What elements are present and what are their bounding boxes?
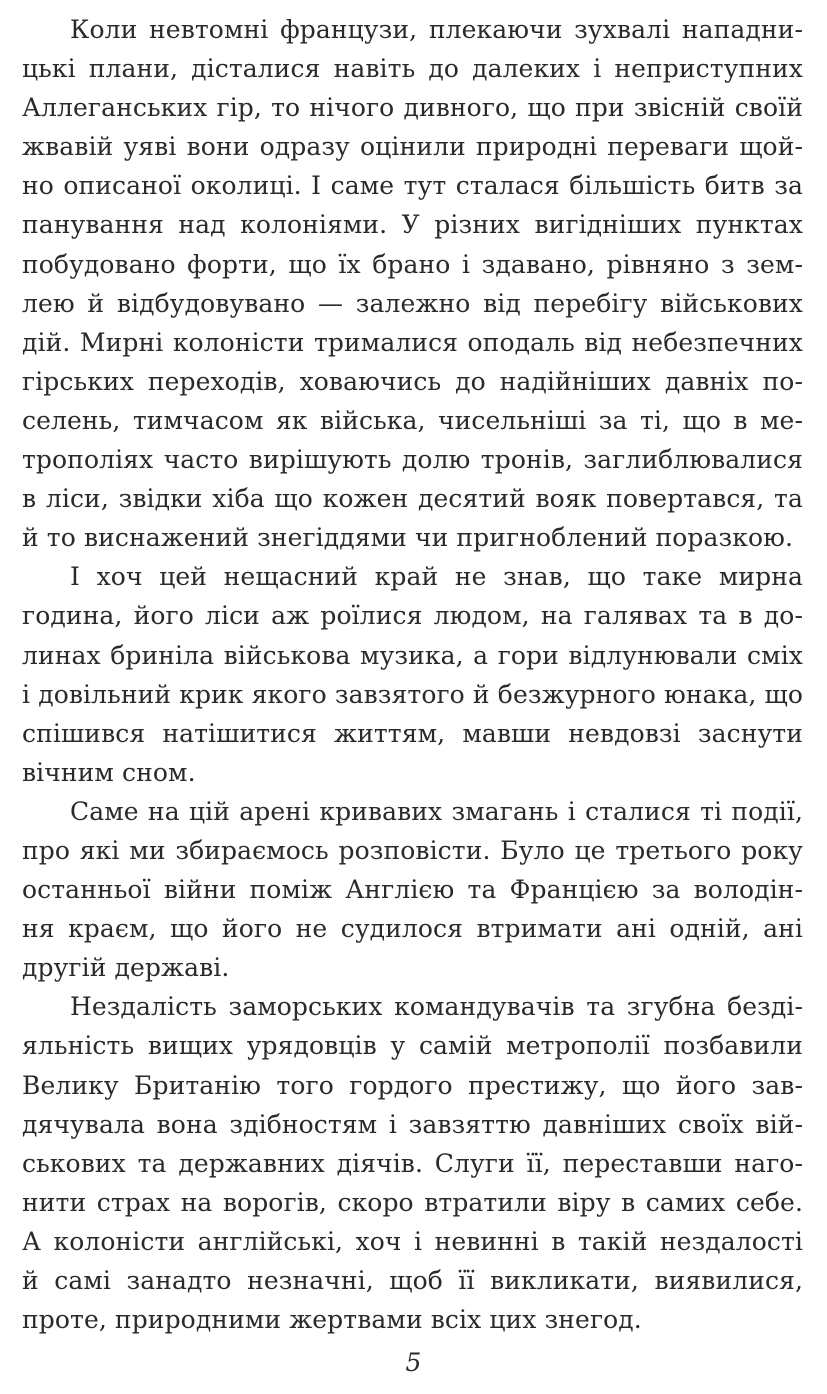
paragraph-1-line: побудовано форти, що їх брано і здавано, рівняно з зем- bbox=[22, 249, 803, 279]
paragraph-2-line: линах бриніла військова музика, а гори відлунювали сміх bbox=[22, 640, 803, 670]
paragraph-3-line: останньої війни поміж Англією та Францією за володін- bbox=[22, 875, 803, 905]
paragraph-1-line: панування над колоніями. У різних вигідніших пунктах bbox=[22, 210, 803, 240]
paragraph-3-line: Саме на цій арені кривавих змагань і сталися ті події, bbox=[70, 796, 803, 826]
paragraph-1-line: жвавій уяві вони одразу оцінили природні переваги щой- bbox=[22, 132, 803, 162]
paragraph-4-line: Велику Британію того гордого престижу, що його зав- bbox=[22, 1070, 803, 1100]
paragraph-1-line: в ліси, звідки хіба що кожен десятий вояк повертався, та bbox=[22, 484, 803, 514]
body-text bbox=[22, 10, 803, 1339]
paragraph-1-line: цькі плани, дісталися навіть до далеких і неприступних bbox=[22, 54, 803, 84]
paragraph-2-line: І хоч цей нещасний край не знав, що таке мирна bbox=[70, 562, 803, 592]
paragraph-4-line: Нездалість заморських командувачів та згубна безді- bbox=[70, 992, 803, 1022]
paragraph-4-line: й самі занадто незначні, щоб її викликати, виявилися, bbox=[22, 1266, 803, 1295]
paragraph-1-line: трополіях часто вирішують долю тронів, заглиблювалися bbox=[22, 445, 803, 475]
paragraph-4-line: яльність вищих урядовців у самій метрополії позбавили bbox=[22, 1031, 803, 1061]
paragraph-3-line: другій державі. bbox=[22, 953, 230, 983]
paragraph-1-line: Аллеганських гір, то нічого дивного, що при звісній своїй bbox=[22, 93, 803, 123]
paragraph-3-line: ня краєм, що його не судилося втримати ані одній, ані bbox=[22, 914, 803, 944]
paragraph-1-line: дій. Мирні колоністи трималися оподаль від небезпечних bbox=[22, 327, 803, 357]
paragraph-1-line: лею й відбудовувано — залежно від перебігу військових bbox=[22, 288, 803, 318]
paragraph-2-line: і довільний крик якого завзятого й безжурного юнака, що bbox=[22, 679, 803, 709]
paragraph-1-line: селень, тимчасом як війська, чисельніші за ті, що в ме- bbox=[22, 405, 803, 435]
paragraph-2-line: спішився натішитися життям, мавши невдовзі заснути bbox=[22, 718, 803, 748]
page-number: 5 bbox=[405, 1348, 422, 1377]
paragraph-1-line: гірських переходів, ховаючись до надійніших давніх по- bbox=[22, 366, 803, 396]
paragraph-4-line: дячувала вона здібностям і завзяттю давніших своїх вій- bbox=[22, 1109, 803, 1139]
paragraph-2-line: година, його ліси аж роїлися людом, на галявах та в до- bbox=[22, 601, 803, 631]
paragraph-2-line: вічним сном. bbox=[22, 757, 196, 787]
paragraph-4-line: ськових та державних діячів. Слуги її, переставши наго- bbox=[22, 1148, 803, 1178]
paragraph-1-line: но описаної околиці. І саме тут сталася більшість битв за bbox=[22, 171, 803, 201]
paragraph-1-line: Коли невтомні французи, плекаючи зухвалі нападни- bbox=[70, 15, 803, 44]
paragraph-1-line: й то виснажений знегіддями чи пригноблений поразкою. bbox=[22, 523, 794, 553]
paragraph-4-line: нити страх на ворогів, скоро втратили віру в самих себе. bbox=[22, 1187, 803, 1217]
paragraph-4-line: проте, природними жертвами всіх цих знегод. bbox=[22, 1305, 642, 1335]
paragraph-4-line: А колоністи англійські, хоч і невинні в такій нездалості bbox=[22, 1226, 803, 1256]
paragraph-3-line: про які ми збираємось розповісти. Було це третього року bbox=[22, 835, 803, 865]
